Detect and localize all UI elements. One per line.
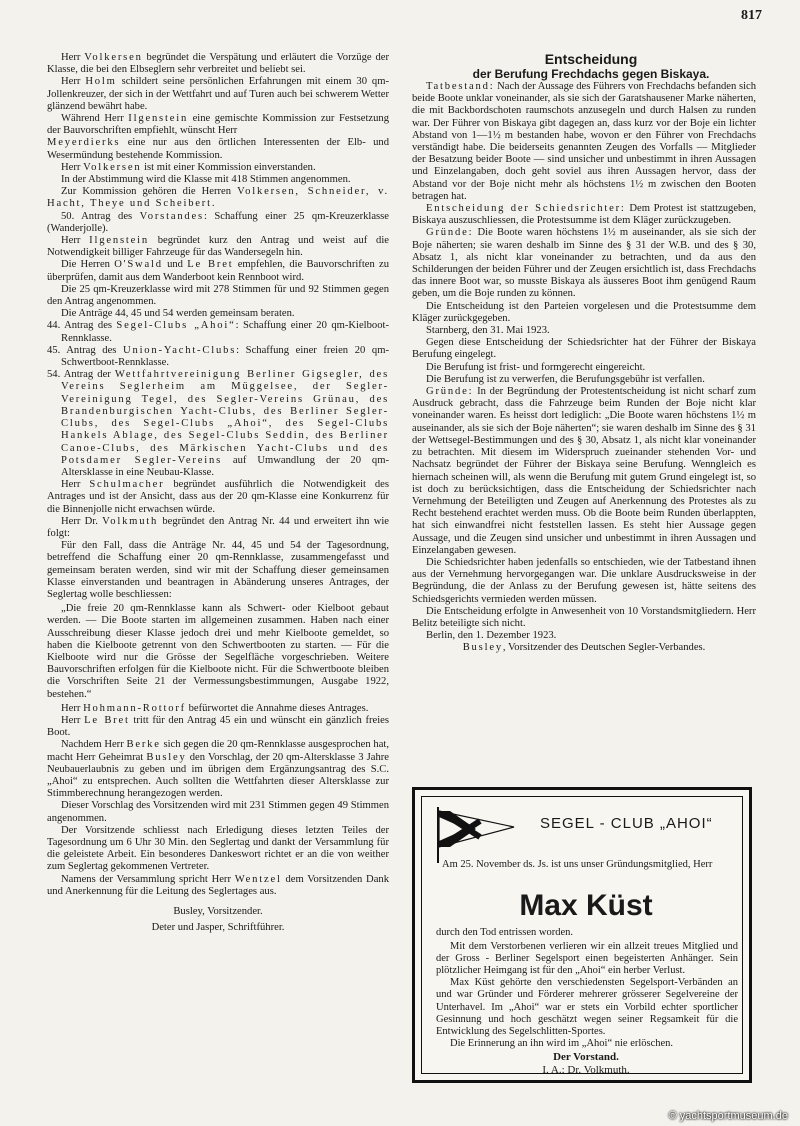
decision-heading: Entscheidung	[544, 51, 638, 67]
spaced-name: Wettfahrtvereinigung Berliner Gigsegler, des Vereins Seglerheim am Müggelsee, der Segler-Vereinigung Tegel, des Segler-Vereins Grünau, des Brandenburgischen Yacht-Clubs, des Berliner Segler-Clubs, des Segel-Clubs „Ahoi“, des Segel-Clubs Hankels Ablage, des Segel-Clubs Seddin, des Berliner Canoe-Clubs, des Märkischen Yacht-Clubs und des Potsdamer Segler-Vereins	[61, 369, 389, 466]
spaced-name: Tatbestand:	[426, 81, 495, 92]
spaced-name: Le Bret	[187, 259, 234, 271]
paragraph	[47, 825, 389, 874]
spaced-name: Volkersen	[84, 52, 143, 63]
paragraph	[412, 642, 756, 654]
text-run: empfehlen, die Bauvorschriften zu überprüfen, damit aus dem Wanderboot kein Rennboot wird.	[47, 259, 389, 283]
spaced-name: Wentzel	[234, 873, 282, 885]
spaced-name: Volkmuth	[102, 515, 159, 527]
paragraph	[412, 227, 756, 300]
spaced-name: Gründe:	[426, 227, 474, 239]
spaced-name: Segel-Clubs „Ahoi“	[116, 320, 236, 332]
text-run: Die Herren	[61, 259, 115, 271]
text-run: Dieser Vorschlag des Vorsitzenden wird mit 231 Stimmen gegen 49 Stimmen angenommen.	[47, 800, 389, 824]
obituary-intro: Am 25. November ds. Js. ist uns unser Gründungsmitglied, Herr	[442, 859, 713, 870]
text-run: befürwortet die Annahme dieses Antrages.	[185, 702, 369, 714]
spaced-name: Hohmann-Rottorf	[83, 702, 186, 714]
paragraph	[47, 174, 389, 186]
paragraph	[47, 345, 389, 369]
paragraph	[412, 557, 756, 606]
text-run: Während Herr	[61, 113, 129, 125]
paragraph	[47, 113, 389, 137]
text-run: 50. Antrag des	[61, 210, 140, 222]
text-run: Nach der Aussage des Führers von Frechdachs befanden sich beide Boote unklar voneinander, als sie sich der Garatshausener Marke näherten, die mit Backbordschoten raumschots anzusegeln und durch Halsen zu runden war. Der Führer von Biskaya gibt dagegen an, dass kurz vor der Boje ein lichter Abstand von 1—1½ m bestanden habe, wovon er den Führer von Frechdachs verständigt habe. Die beiderseits genannten Zeugen des Vorfalls — Mitglieder der Besatzung beider Boote — sind unsicher und unbestimmt in ihren Aussagen und Einzelangaben, doch geht soviel aus ihren Aussagen hervor, dass der Abstand vor der Boje nicht mehr als höchstens 1½ m zwischen den Booten betragen hat.	[412, 81, 757, 202]
text-run: Für den Fall, dass die Anträge Nr. 44, 45 und 54 der Tagesordnung, betreffend die Schaffung einer 20 qm-Rennklasse, zusammengefasst und gemeinsam beraten werden, sind wir mit der Schaffung dieser gemeinsamen Klasse einverstanden und beantragen in Abänderung unseres Antrages, der Seglertag wolle beschliessen:	[47, 540, 389, 600]
spaced-name: Gründe:	[426, 386, 474, 398]
paragraph	[47, 76, 389, 113]
paragraph	[47, 137, 389, 161]
text-run: Die Berufung ist zu verwerfen, die Berufungsgebühr ist verfallen.	[426, 373, 705, 385]
signatory: I. A.: Dr. Volkmuth.	[542, 1064, 630, 1076]
text-run: Herr	[61, 76, 86, 88]
spaced-name: Holm	[85, 76, 117, 88]
text-run: dem Vorsitzenden Dank und Anerkennung für die Leitung des Seglertages aus.	[47, 873, 389, 897]
text-run: 44. Antrag des	[47, 320, 117, 332]
text-run: Die 25 qm-Kreuzerklasse wird mit 278 Stimmen für und 92 Stimmen gegen den Antrag angenommen.	[47, 283, 389, 308]
text-run: Herr	[61, 235, 90, 247]
text-run: Starnberg, den 31. Mai 1923.	[426, 325, 550, 337]
spaced-name: Volkersen, Schneider, v. Hacht, Theye und Scheibert.	[47, 186, 389, 210]
paragraph	[47, 186, 389, 210]
paragraph	[47, 162, 389, 174]
text-run: Nachdem Herr	[61, 739, 127, 751]
paragraph	[412, 337, 756, 361]
paragraph	[47, 874, 389, 898]
spaced-name: Meyerdierks	[47, 137, 121, 149]
left-column	[47, 52, 389, 934]
spaced-name: Vorstandes	[139, 210, 204, 222]
club-burgee-icon	[436, 807, 518, 863]
text-run: In der Abstimmung wird die Klasse mit 418 Stimmen angenommen.	[61, 174, 351, 186]
paragraph	[412, 203, 756, 227]
paragraph	[47, 52, 389, 76]
text-run: begründet ausführlich die Notwendigkeit des Antrages und ist der Ansicht, dass aus der 20 qm-Klasse eine Konkurrenz für die Binnenjolle nicht erwachsen würde.	[47, 479, 389, 515]
text-run: begründet die Verspätung und erläutert die Vorzüge der Klasse, die bei den Elbseglern sehr verbreitet und beliebt sei.	[47, 52, 389, 76]
paragraph	[47, 540, 389, 601]
text-run: : Schaffung einer 25 qm-Kreuzerklasse (Wanderjolle).	[47, 210, 389, 234]
text-run: Die Berufung ist frist- und formgerecht eingereicht.	[426, 361, 646, 373]
text-run: Dem Protest ist stattzugeben, Biskaya auszuschliessen, die Protestsumme ist dem Kläger zurückzugeben.	[412, 203, 756, 227]
text-run: eine gemischte Kommission zur Festsetzung der Bauvorschriften empfiehlt, wünscht Herr	[47, 113, 389, 137]
paragraph	[412, 386, 756, 557]
spaced-name: Ilgenstein	[128, 113, 189, 125]
text-run: 45. Antrag des	[47, 344, 124, 356]
text-run: Gegen diese Entscheidung der Schiedsrichter hat der Führer der Biskaya Berufung eingelegt.	[412, 337, 756, 361]
text-run: Die Entscheidung erfolgte in Anwesenheit von 10 Vorstandsmitgliedern. Herr Belitz beteiligte sich nicht.	[412, 605, 756, 629]
text-run: Herr	[61, 714, 85, 726]
text-run: Die Anträge 44, 45 und 54 werden gemeinsam beraten.	[61, 308, 295, 320]
text-run: , Vorsitzender des Deutschen Segler-Verbandes.	[502, 642, 706, 654]
obituary-paragraph-3: Die Erinnerung an ihn wird im „Ahoi“ nie erlöschen.	[450, 1037, 674, 1049]
spaced-name: O'Swald	[114, 259, 163, 271]
text-run: „Die freie 20 qm-Rennklasse kann als Schwert- oder Kielboot gebaut werden. — Die Boote starten im allgemeinen zusammen. Haben nach einer Ausschreibung dieser Klasse jedoch drei und mehr Kielboote gemeldet, so haben die Kielboote getrennt von den Schwertbooten zu starten. — Für die Kielboote wird nur die Grösse der Segelfläche vorgeschrieben. Weitere Bauvorschriften erfolgen für die Kielboote nicht. Für die Schwertboote bleiben die Vorschriften Seite 21 der Vermessungsbestimmungen, Ausgabe 1922, bestehen.“	[47, 603, 389, 700]
paragraph	[47, 320, 389, 344]
text-run: und	[162, 259, 188, 271]
paragraph	[47, 800, 389, 824]
obituary-frame	[421, 796, 743, 1074]
page-number: 817	[741, 8, 762, 23]
text-run: Die Schiedsrichter haben jedenfalls so entschieden, wie der Tatbestand ihnen aus der Vernehmung hervorgegangen war. Die unklare Ausdrucksweise in der Begründung, die der Anlass zu der Berufung gewesen ist, hätte seitens des Schiedsgerichts vermieden werden müssen.	[412, 556, 756, 605]
text-run: Herr	[61, 52, 85, 63]
paragraph	[412, 81, 756, 203]
paragraph	[47, 284, 389, 308]
text-run: Die Boote waren höchstens 1½ m auseinander, als sie sich der Boje näherten; sie waren deshalb im Sinne des § 31 der W.B. und des § 30, Absatz 1, als nicht klar voneinander zu betrachten, und da aus den Schilderungen der beiden Führer und der Zeugen ersichtlich ist, dass Frechdachs das innere Boot war, so musste Biskaya als äusseres Boot ihm genügend Raum geben, um die Boje runden zu können.	[412, 227, 756, 300]
paragraph	[412, 606, 756, 630]
paragraph	[47, 211, 389, 235]
paragraph	[47, 516, 389, 540]
text-run: : Schaffung einer 20 qm-Kielboot-Rennklasse.	[61, 320, 389, 344]
spaced-name: Ilgenstein	[89, 235, 149, 247]
text-run: ist mit einer Kommission einverstanden.	[141, 161, 316, 173]
text-run: Zur Kommission gehören die Herren	[61, 186, 238, 198]
deceased-name: Max Küst	[519, 889, 653, 922]
text-run: Der Vorsitzende schliesst nach Erledigung dieses letzten Teiles der Tagesordnung um 6 Uhr 30 Min. den Seglertag und dankt der Versammlung für die geleistete Arbeit. Ein besonderes Dankeswort richtet er an die von weither zum Seglertag gekommenen Vertreter.	[47, 824, 389, 873]
board-signature: Der Vorstand.	[553, 1051, 619, 1063]
paragraph	[47, 308, 389, 320]
paragraph	[47, 235, 389, 259]
obituary-notice	[412, 787, 752, 1083]
text-run: sich gegen die 20 qm-Rennklasse ausgesprochen hat, macht Herr Geheimrat	[47, 739, 389, 763]
spaced-name: Volkersen	[83, 161, 142, 173]
paragraph	[412, 374, 756, 386]
text-run: den Vorschlag, der 20 qm-Altersklasse 3 Jahre Neubauerlaubnis zu geben und im übrigen dem Ergänzungsantrag des S.C. „Ahoi“ zu entsprechen. Auch sollten die Wettfahrten dieser Altersklasse zur Stimmberechnung herangezogen werden.	[47, 751, 390, 800]
chair-signature: Busley, Vorsitzender.	[173, 906, 263, 918]
club-name: SEGEL - CLUB „AHOI“	[540, 815, 713, 832]
text-run: Herr	[61, 702, 84, 714]
text-run: tritt für den Antrag 45 ein und wünscht ein gänzlich freies Boot.	[47, 714, 389, 739]
text-run: 54. Antrag der	[47, 369, 115, 381]
paragraph	[47, 259, 389, 283]
text-run: eine nur aus den örtlichen Interessenten der Elb- und Wesermündung bestehende Kommission.	[47, 137, 389, 161]
watermark-text: © yachtsportmuseum.de	[668, 1110, 788, 1122]
paragraph	[47, 369, 389, 479]
text-run: schildert seine persönlichen Erfahrungen mit einem 30 qm-Jollenkreuzer, der sich in der Wettfahrt und auf Turen auch bei schwerem Wetter glänzend bewährt habe.	[47, 76, 389, 112]
spaced-name: Union-Yacht-Clubs	[123, 344, 237, 356]
paragraph	[47, 479, 389, 516]
text-run: In der Begründung der Protestentscheidung ist nicht scharf zum Ausdruck gebracht, dass die Fahrzeuge beim Runden der Boje nicht klar voneinander waren. Es heisst dort lediglich: „Die Boote waren höchstens 1½ m auseinander, als sie sich der Boje näherten“; sie waren deshalb im Sinne des § 31 der Wettsegel-Bestimmungen und des § 30, Absatz 1, als nicht klar voneinander zu betrachten. Mit diesem im Widerspruch zueinander stehenden Vor- und Nachsatz begründet der Führer der Biskaya seine Berufung. Wenngleich es hiernach scheinen will, als wenn die Berufung mit gutem Grund eingelegt ist, so ist doch zu berücksichtigen, dass die Entscheidung der Schiedsrichter nach Vernehmung der Beteiligten und Zeugen auf Anerkennung des Protestes als zu Recht bestehend erachtet werden muss. Ob die Boote beim Runden überlappten, hat sich einwandfrei nicht feststellen lassen. Es steht hier Aussage gegen Aussage, und die Zeugen sind unsicher und unbestimmt in ihren Aussagen und Einzelangaben gewesen.	[412, 386, 756, 556]
spaced-name: Entscheidung der Schiedsrichter:	[426, 203, 626, 215]
paragraph	[47, 739, 389, 800]
paragraph	[412, 325, 756, 337]
paragraph	[47, 715, 389, 739]
text-run: Herr	[61, 161, 84, 173]
obituary-paragraph-2: Max Küst gehörte den verschiedensten Segelsport-Verbänden an und war Gründer und Förderer mehrerer grösserer Segelvereine der Unterhavel. Im „Ahoi“ war er stets ein Vorbild echter sportlicher Gesinnung und hoch geschätzt wegen seiner Regsamkeit für die Entwicklung des Segelschlitten-Sportes.	[436, 977, 738, 1037]
spaced-name: Schulmacher	[89, 479, 165, 491]
text-run: : Schaffung einer freien 20 qm-Schwertboot-Rennklasse.	[61, 344, 389, 369]
paragraph	[412, 301, 756, 325]
text-run: begründet den Antrag Nr. 44 und erweitert ihn wie folgt:	[47, 515, 389, 539]
obituary-signature	[422, 1051, 750, 1077]
spaced-name: Berke	[126, 739, 161, 751]
text-run: Herr	[61, 479, 90, 491]
paragraph	[47, 603, 389, 701]
obituary-paragraph-1: Mit dem Verstorbenen verlieren wir ein allzeit treues Mitglied und der Gross - Berliner Segelsport einen begeisterten Anhänger. Sein plötzlicher Heimgang ist für den „Ahoi“ ein herber Verlust.	[436, 941, 738, 977]
paragraph	[412, 630, 756, 642]
decision-subheading: der Berufung Frechdachs gegen Biskaya.	[472, 67, 710, 81]
paragraph	[412, 362, 756, 374]
text-run: begründet kurz den Antrag und weist auf die Notwendigkeit billiger Fahrzeuge für das Wandersegeln hin.	[47, 235, 389, 259]
decision-text	[412, 81, 756, 655]
paragraph	[47, 703, 389, 715]
spaced-name: Busley	[462, 642, 503, 654]
right-column	[412, 52, 756, 655]
spaced-name: Le Bret	[84, 714, 130, 726]
text-run: Namens der Versammlung spricht Herr	[61, 873, 235, 885]
secretary-signature: Deter und Jasper, Schriftführer.	[151, 922, 285, 934]
text-run: Herr Dr.	[61, 515, 103, 527]
spaced-name: Busley	[146, 751, 187, 763]
obituary-death-line: durch den Tod entrissen worden.	[436, 927, 573, 938]
obituary-body	[436, 927, 738, 1050]
text-run: Die Entscheidung ist den Parteien vorgelesen und die Protestsumme dem Kläger zurückgegeben.	[412, 300, 756, 324]
text-run: auf Umwandlung der 20 qm-Altersklasse in eine Neubau-Klasse.	[61, 454, 389, 478]
text-run: Berlin, den 1. Dezember 1923.	[426, 630, 557, 642]
